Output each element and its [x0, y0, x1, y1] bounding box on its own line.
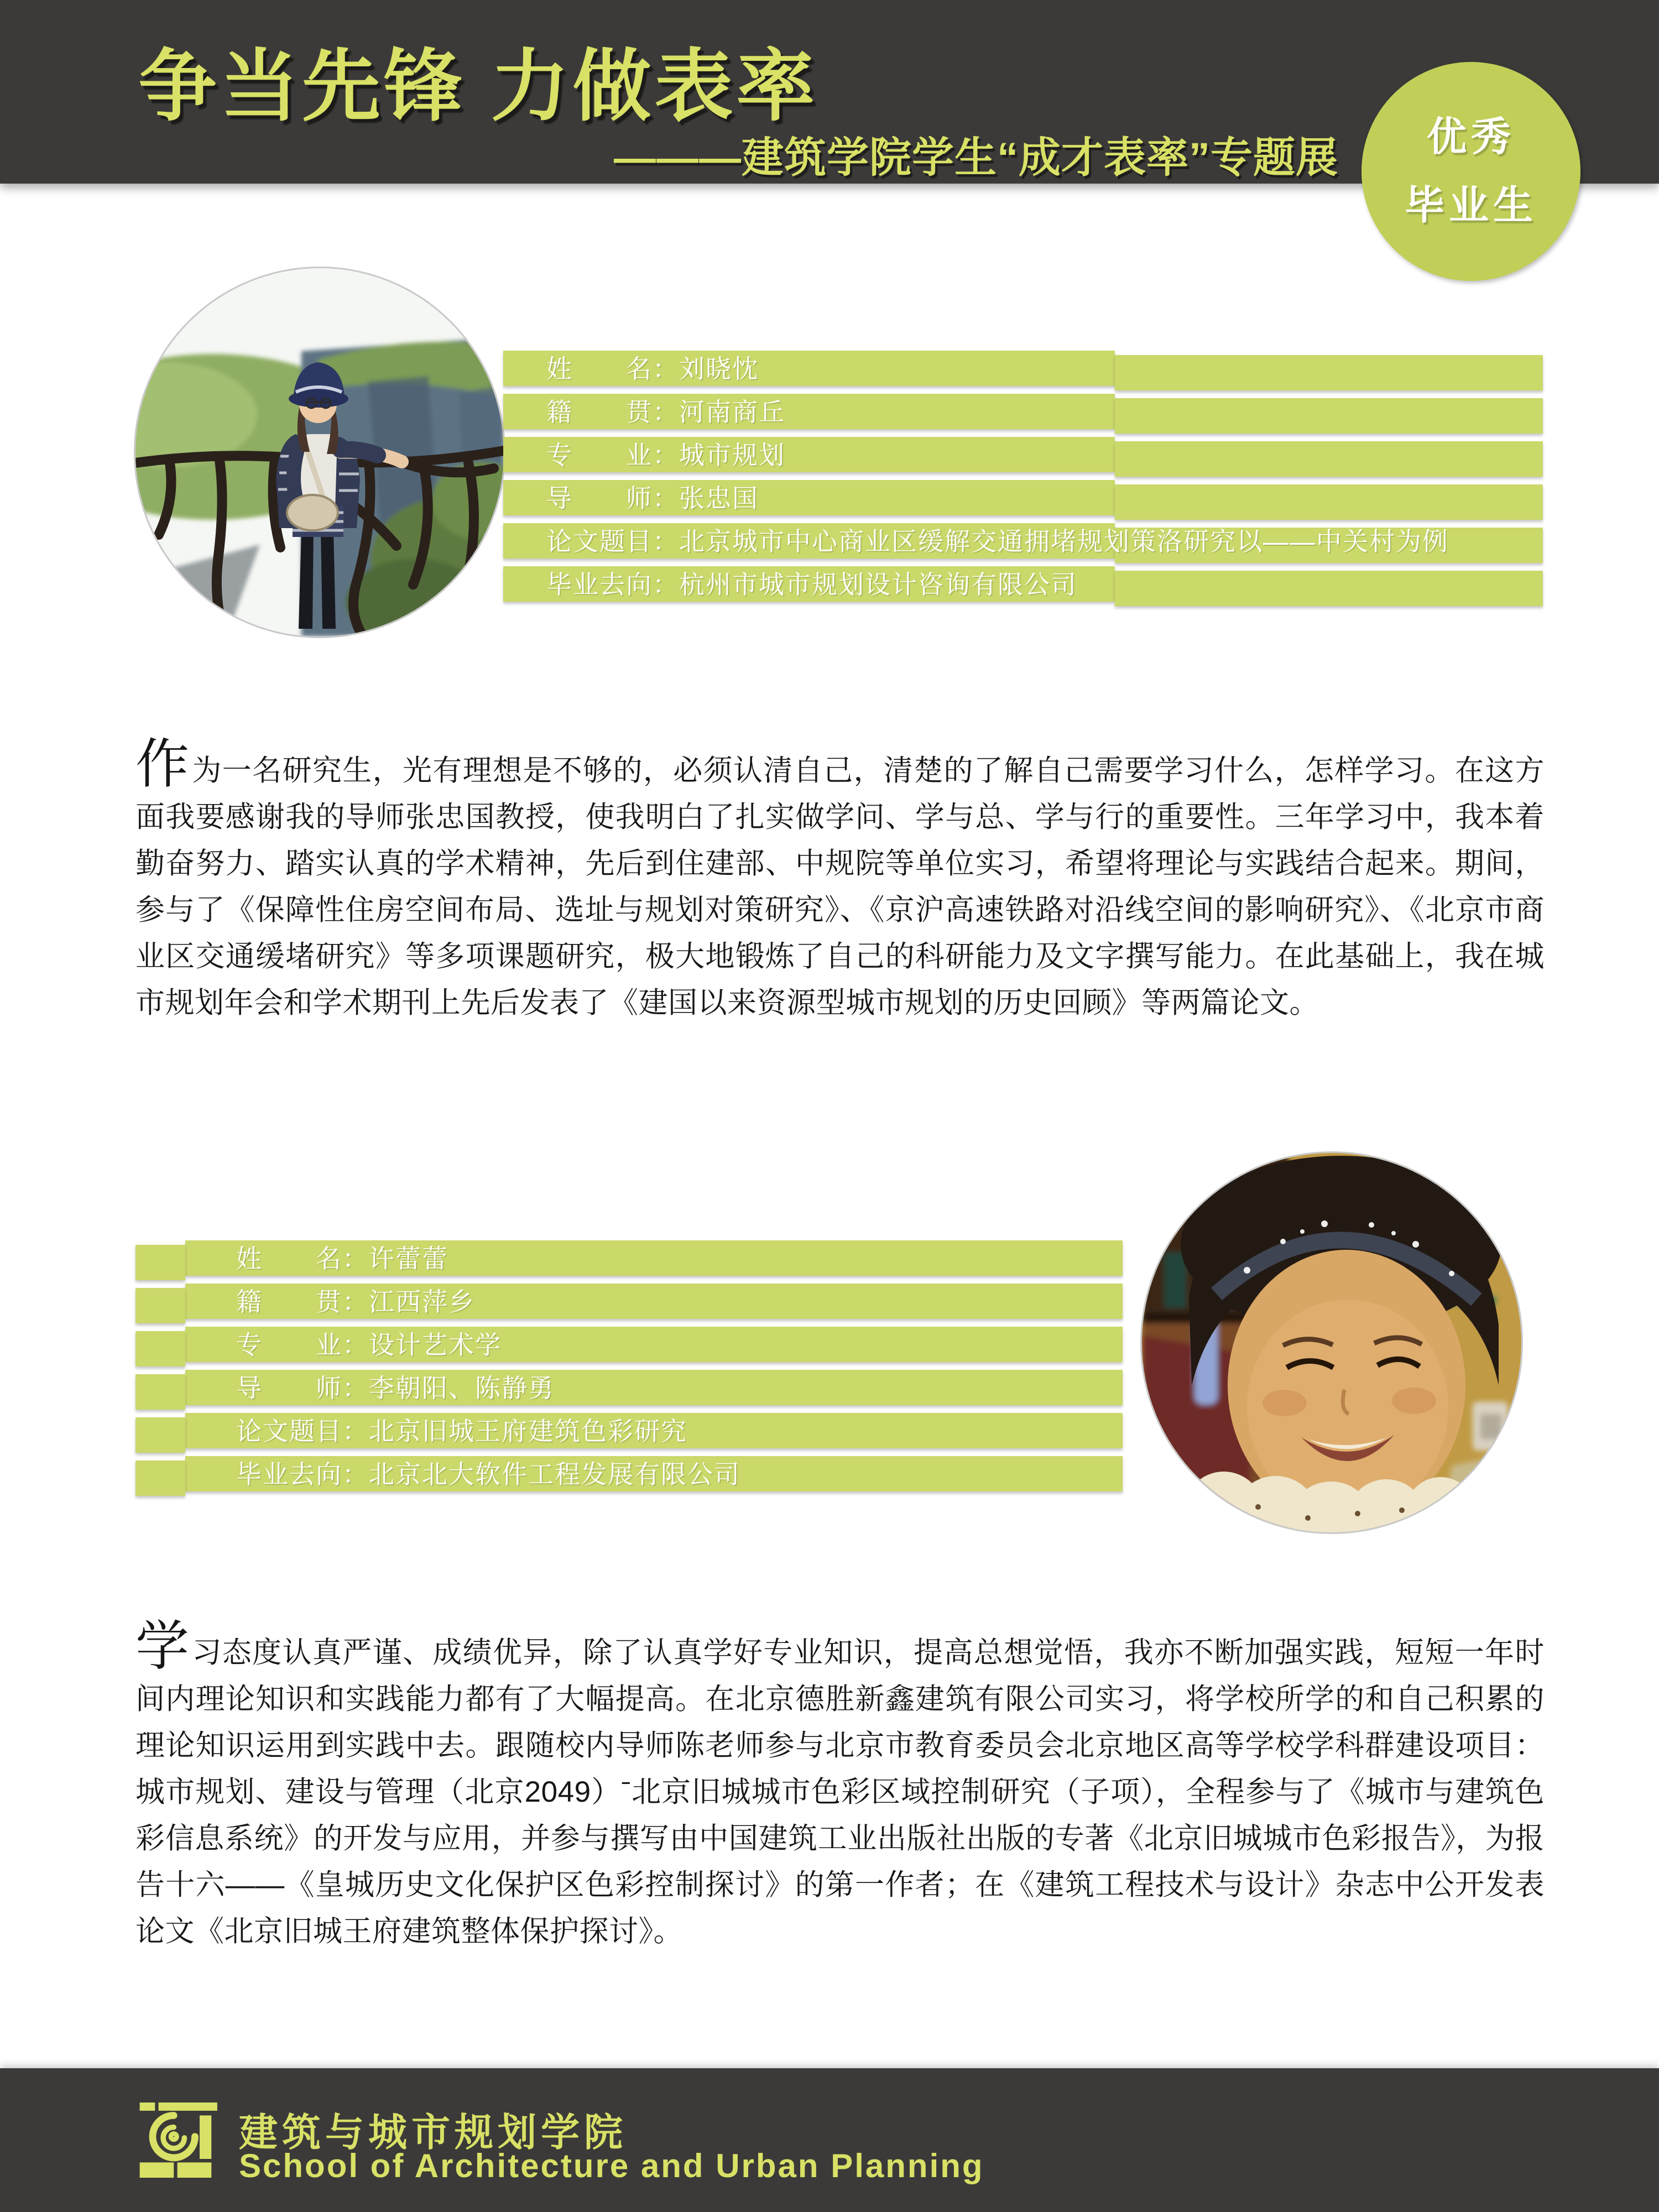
- info-row-destination: [503, 566, 1543, 602]
- info-row-text: 姓 名：刘晓忱: [546, 354, 759, 383]
- info-bar-extension: [1115, 441, 1543, 477]
- info-row-text: 导 师：李朝阳、陈静勇: [236, 1374, 555, 1402]
- info-row-advisor: [503, 480, 1543, 515]
- info-bar-extension: [1115, 355, 1543, 390]
- profile2-dropcap: 学: [135, 1616, 190, 1676]
- info-row-text: 论文题目：北京旧城王府建筑色彩研究: [236, 1417, 687, 1446]
- info-row-major: [503, 437, 1543, 472]
- info-row-thesis: [135, 1413, 1123, 1448]
- photo-profile1-illustration: [135, 268, 504, 637]
- info-row-text: 专 业：设计艺术学: [236, 1331, 502, 1359]
- info-bar-extension: [135, 1417, 185, 1453]
- info-row-hometown: [503, 394, 1543, 429]
- profile1-bio: [135, 734, 1545, 1026]
- info-bar-extension: [1115, 398, 1543, 434]
- school-logo-icon: [139, 2103, 222, 2178]
- badge-line2: 毕业生: [1404, 184, 1537, 228]
- info-row-name: [135, 1240, 1123, 1276]
- info-row-text: 导 师：张忠国: [546, 484, 759, 513]
- info-bar-extension: [135, 1245, 185, 1280]
- info-row-hometown: [135, 1284, 1123, 1319]
- info-row-text: 论文题目：北京城市中心商业区缓解交通拥堵规划策洛研究以——中关村为例: [546, 527, 1449, 556]
- info-bar-extension: [1115, 571, 1543, 606]
- info-bar-extension: [135, 1374, 185, 1410]
- info-row-thesis: [503, 523, 1543, 559]
- info-row-text: 籍 贯：河南商丘: [546, 398, 785, 426]
- photo-profile2: [1140, 1151, 1523, 1534]
- badge-excellent-graduate: [1361, 62, 1580, 281]
- info-row-text: 专 业：城市规划: [546, 441, 785, 469]
- info-bar-extension: [135, 1331, 185, 1366]
- info-row-text: 姓 名：许蕾蕾: [236, 1244, 448, 1273]
- profile2-bio: [135, 1616, 1545, 1955]
- footer-school-name-en: School of Architecture and Urban Planning: [239, 2147, 984, 2184]
- badge-line1: 优秀: [1426, 115, 1515, 159]
- info-row-destination: [135, 1456, 1123, 1491]
- info-row-major: [135, 1327, 1123, 1362]
- profile1-info-table: [503, 351, 1543, 609]
- info-row-name: [503, 351, 1543, 386]
- page-title: 争当先锋 力做表率: [138, 43, 818, 131]
- photo-profile1: [134, 267, 505, 638]
- profile1-bio-text: 为一名研究生，光有理想是不够的，必须认清自己，清楚的了解自己需要学习什么，怎样学习。在这方面我要感谢我的导师张忠国教授，使我明白了扎实做学问、学与总、学与行的重要性。三年学习中，我本着勤奋努力、踏实认真的学术精神，先后到住建部、中规院等单位实习，希望将理论与实践结合起来。期间，参与了《保障性住房空间布局、选址与规划对策研究》、《京沪高速铁路对沿线空间的影响研究》、《北京市商业区交通缓堵研究》等多项课题研究，极大地锻炼了自己的科研能力及文字撰写能力。在此基础上，我在城市规划年会和学术期刊上先后发表了《建国以来资源型城市规划的历史回顾》等两篇论文。: [135, 754, 1545, 1019]
- profile2-info-table: [135, 1240, 1123, 1499]
- info-row-text: 毕业去向：杭州市城市规划设计咨询有限公司: [546, 570, 1077, 599]
- info-bar-extension: [135, 1460, 185, 1496]
- info-row-text: 籍 贯：江西萍乡: [236, 1287, 475, 1316]
- profile1-dropcap: 作: [135, 734, 190, 794]
- photo-profile2-illustration: [1142, 1153, 1521, 1532]
- footer-school-name-cn: 建筑与城市规划学院: [239, 2111, 627, 2154]
- page-subtitle: ———建筑学院学生“成才表率”专题展: [614, 134, 1338, 181]
- info-row-advisor: [135, 1370, 1123, 1405]
- info-bar-extension: [1115, 484, 1543, 520]
- info-bar-extension: [135, 1288, 185, 1323]
- info-row-text: 毕业去向：北京北大软件工程发展有限公司: [236, 1460, 740, 1489]
- profile2-bio-text: 习态度认真严谨、成绩优异，除了认真学好专业知识，提高总想觉悟，我亦不断加强实践，短短一年时间内理论知识和实践能力都有了大幅提高。在北京德胜新鑫建筑有限公司实习，将学校所学的和自己积累的理论知识运用到实践中去。跟随校内导师陈老师参与北京市教育委员会北京地区高等学校学科群建设项目：城市规划、建设与管理（北京2049）ˉ北京旧城城市色彩区域控制研究（子项），全程参与了《城市与建筑色彩信息系统》的开发与应用，并参与撰写由中国建筑工业出版社出版的专著《北京旧城城市色彩报告》，为报告十六——《皇城历史文化保护区色彩控制探讨》的第一作者；在《建筑工程技术与设计》杂志中公开发表论文《北京旧城王府建筑整体保护探讨》。: [135, 1636, 1545, 1948]
